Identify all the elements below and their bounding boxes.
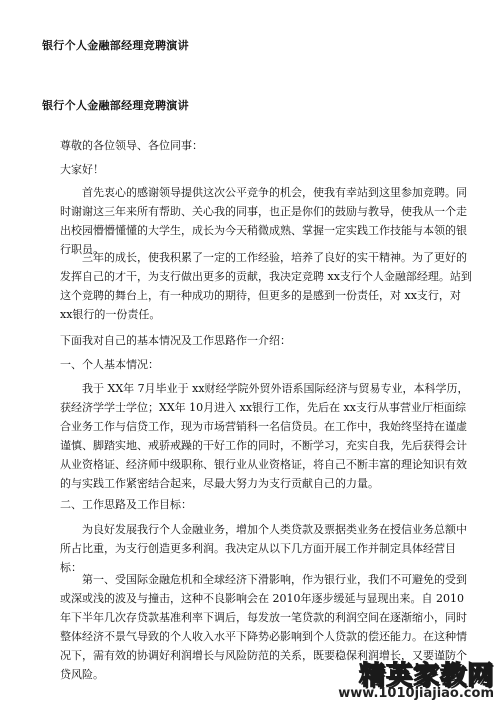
document-title: 银行个人金融部经理竞聘演讲 xyxy=(42,99,189,112)
greeting: 大家好！ xyxy=(60,163,104,176)
header-title: 银行个人金融部经理竞聘演讲 xyxy=(42,39,189,52)
paragraph-background: 我于 XX年 7月毕业于 xx财经学院外贸外语系国际经济与贸易专业，本科学历，获经济学学士学位；XX年 10月进入 xx银行工作，先后在 xx支行从事营业厅柜面综合业务工作与信贷工作，现为市场营销科一名信贷员。在工作中，我始终坚持在谨虚谨慎、脚踏实地、戒骄戒躁的干好工作的同时，不断学习，充实自我，先后获得会计从业资格证、经济师中级职称、银行业从业资格证，将自己不断丰富的理论知识有效的与实践工作紧密结合起来，尽最大努力为支行贡献自己的力量。 xyxy=(60,382,469,490)
section-heading-work-plan: 二、工作思路及工作目标： xyxy=(60,498,192,511)
paragraph-first-point: 第一、受国际金融危机和全球经济下滑影响，作为银行业，我们不可避免的受到或深或浅的波及与撞击，这种不良影响会在 2010年逐步缓延与显现出来。自 2010年下半年几次存贷款基准利率下调后，每发放一笔贷款的利润空间在逐渐缩小，同时整体经济不景气导致的个人收入水平下降势必影响到个人贷款的偿还能力。在这种情况下，需有效的协调好利润增长与风险防范的关系，既要稳保利润增长，又要谨防个贷风险。 xyxy=(60,573,467,681)
watermark-url: www.1010jiajiao.com xyxy=(338,686,494,701)
section-heading-personal-info: 一、个人基本情况： xyxy=(60,358,159,371)
watermark-main-text: 精英家教网 xyxy=(358,661,494,691)
paragraph-thanks: 首先衷心的感谢领导提供这次公平竞争的机会，使我有幸站到这里参加竞聘。同时谢谢这三年来所有帮助、关心我的同事，也正是你们的鼓励与教导，使我从一个走出校园懵懵懂懂的大学生，成长为今天稍微成熟、掌握一定实践工作技能与本领的银行职员。 xyxy=(60,186,467,256)
paragraph-growth: 三年的成长，使我积累了一定的工作经验，培养了良好的实干精神。为了更好的发挥自己的才干，为支行做出更多的贡献，我决定竞聘 xx支行个人金融部经理。站到这个竞聘的舞台上，有一种成功的期待，但更多的是感到一份责任，对 xx支行，对 xx银行的一份责任。 xyxy=(60,251,472,321)
paragraph-goals: 为良好发展我行个人金融业务，增加个人类贷款及票据类业务在授信业务总额中所占比重，为支行创造更多利润。我决定从以下几方面开展工作并制定具体经营目标： xyxy=(60,523,467,574)
watermark-logo xyxy=(338,655,496,703)
paragraph-intro: 下面我对自己的基本情况及工作思路作一介绍： xyxy=(60,334,291,347)
salutation: 尊敬的各位领导、各位同事： xyxy=(60,139,203,152)
